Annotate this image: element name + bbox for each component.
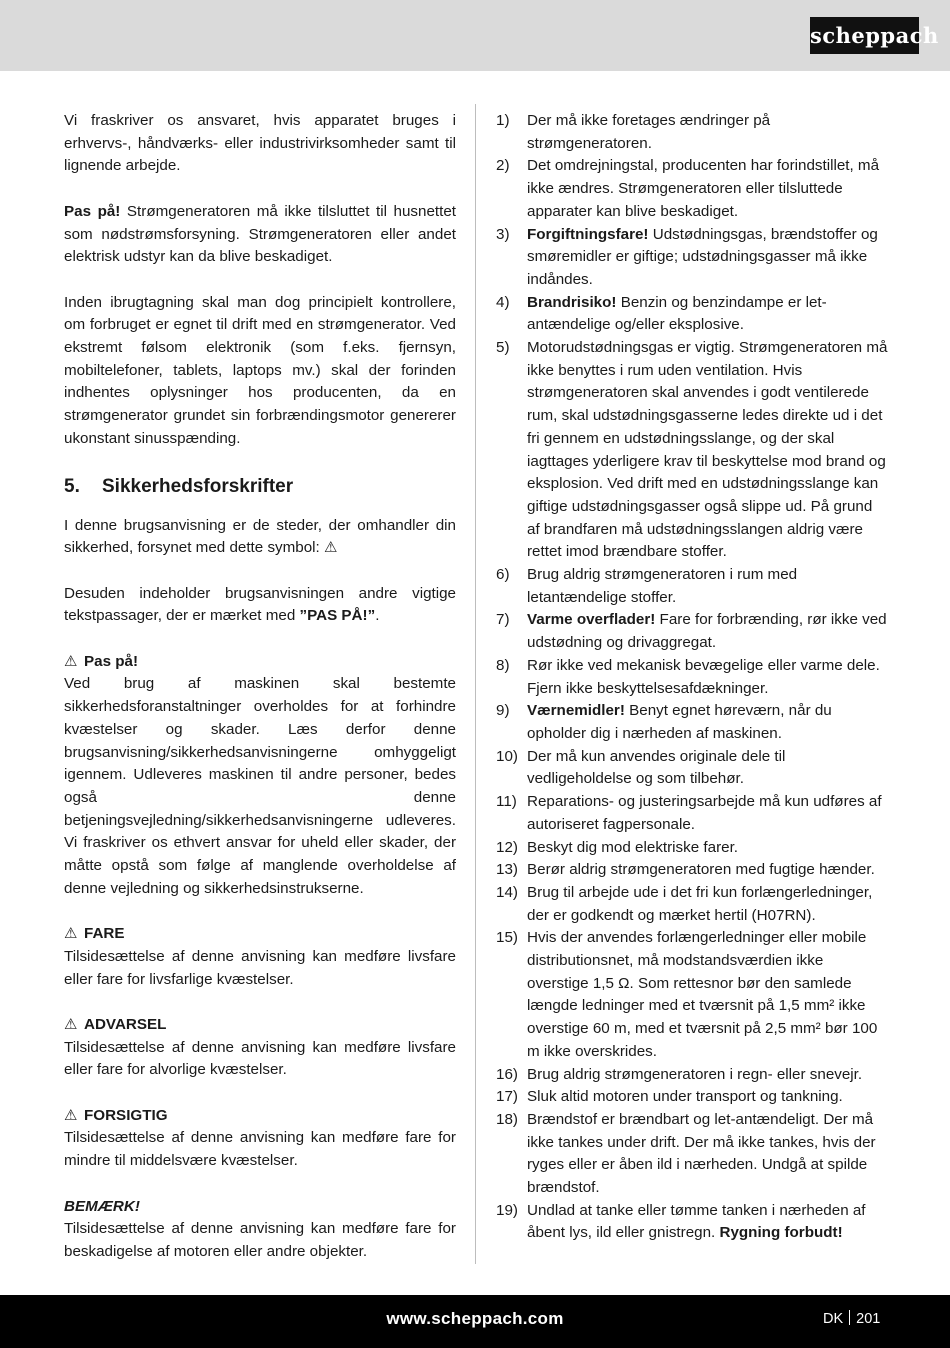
check-consumer-paragraph: Inden ibrugtagning skal man dog principielt kontrollere, om forbruget er egnet til drift med en strømgenerator. Ved ekstremt følsom elektronik (som f.eks. fjernsyn, mobiltelefoner, tablets, laptops mv.) skal der forinden indhentes oplysninger hos producenten, da en strømgenerator grundet sin forbrændingsmotor genererer ukonstant sinusspænding. (64, 293, 456, 447)
list-item-text: Reparations- og justeringsarbejde må kun udføres af autoriseret fagpersonale. (527, 793, 882, 833)
list-item (496, 1086, 888, 1109)
list-item-number: 6) (496, 566, 510, 584)
advarsel-text: Tilsidesættelse af denne anvisning kan medføre livsfare eller fare for alvorlige kvæstelser. (64, 1038, 456, 1079)
list-item-text: Berør aldrig strømgeneratoren med fugtige hænder. (527, 861, 875, 879)
list-item-text: Brændstof er brændbart og let-antændeligt. Der må ikke tankes under drift. Der må ikke tankes, hvis der ryges eller er åben ild i nærheden. Undgå at spilde brændstof. (527, 1110, 876, 1197)
list-item-bold-label: Brandrisiko! (527, 293, 617, 311)
list-item-number: 1) (496, 112, 510, 129)
fare-heading: ⚠ FARE (64, 923, 456, 946)
list-item (496, 1109, 888, 1200)
list-item-text: Beskyt dig mod elektriske farer. (527, 838, 739, 856)
fare-text: Tilsidesættelse af denne anvisning kan medføre livsfare eller fare for livsfarlige kvæstelser. (64, 947, 456, 988)
list-item (496, 110, 888, 155)
list-item-text: Brug aldrig strømgeneratoren i rum med letantændelige stoffer. (527, 566, 798, 606)
list-item (496, 927, 888, 1063)
list-item-number: 4) (496, 293, 510, 311)
list-item-text: Forgiftningsfare! Udstødningsgas, brændstoffer og smøremidler er giftige; udstødningsgasser må ikke indåndes. (527, 225, 878, 288)
list-item (496, 859, 888, 882)
pas-paa-heading: ⚠ Pas på! (64, 651, 456, 674)
list-item-bold-label: Værnemidler! (527, 702, 625, 720)
disclaimer-paragraph: Vi fraskriver os ansvaret, hvis apparatet bruges i erhvervs-, håndværks- eller industrivirksomheder samt til lignende arbejde. (64, 112, 456, 175)
list-item (496, 224, 888, 292)
list-item-number: 15) (496, 929, 518, 947)
list-item-text: Undlad at tanke eller tømme tanken i nærheden af åbent lys, ild eller gnistregn. Rygning forbudt! (527, 1201, 866, 1242)
list-item-bold-end: Rygning forbudt! (719, 1224, 843, 1242)
list-item-text: Værnemidler! Benyt egnet høreværn, når du opholder dig i nærheden af maskinen. (527, 702, 832, 742)
list-item-text: Brandrisiko! Benzin og benzindampe er let-antændelige og/eller eksplosive. (527, 293, 827, 334)
section-number: 5. (64, 475, 80, 497)
footer-bar (0, 1295, 950, 1348)
brand-logo: scheppach (810, 17, 919, 54)
list-item-text: Varme overflader! Fare for forbrænding, rør ikke ved udstødning og drivaggregat. (527, 611, 887, 652)
pas-paa-intro-paragraph: Desuden indeholder brugsanvisningen andre vigtige tekstpassager, der er mærket med ”PAS PÅ!”. (64, 584, 456, 625)
language-code: DK (823, 1311, 844, 1327)
list-item-text: Der må ikke foretages ændringer på strømgeneratoren. (527, 112, 771, 152)
list-item-text: Brug aldrig strømgeneratoren i regn- eller snevejr. (527, 1065, 863, 1083)
safety-rules-list (496, 110, 888, 1245)
list-item-number: 9) (496, 702, 510, 720)
list-item (496, 837, 888, 860)
list-item-text: Hvis der anvendes forlængerledninger eller mobile distributionsnet, må modstandsværdien ikke overstige 1,5 Ω. Som rettesnor bør den samlede længde ledninger med et tværsnit på 1,5 mm² ikke overstige 60 m, med et tværsnit på 2,5 mm² bør 100 m ikke overskrides. (527, 929, 878, 1060)
forsigtig-text: Tilsidesættelse af denne anvisning kan medføre fare for mindre til middelsvære kvæstelser. (64, 1129, 456, 1170)
list-item-bold-label: Varme overflader! (527, 611, 656, 629)
website-url: www.scheppach.com (386, 1309, 564, 1328)
advarsel-heading: ⚠ ADVARSEL (64, 1014, 456, 1037)
caution-text: Strømgeneratoren må ikke tilsluttet til husnettet som nødstrømsforsyning. Strømgeneratoren eller andet elektrisk udstyr kan da blive beskadiget. (64, 202, 457, 266)
pas-paa-text: Ved brug af maskinen skal bestemte sikkerhedsforanstaltninger overholdes for at forhindre kvæstelser og skader. Læs derfor denne brugsanvisning/sikkerhedsanvisningerne omhyggeligt igennem. Udleveres maskinen til andre personer, bedes også denne betjeningsvejledning/sikkerhedsanvisningerne udleveres. Vi fraskriver os ethvert ansvar for uheld eller skader, der måtte opstå som følge af manglende overholdelse af denne vejledning og sikkerhedsinstrukserne. (64, 675, 456, 897)
list-item (496, 337, 888, 564)
page-number: 201 (856, 1311, 881, 1327)
list-item-text: Rør ikke ved mekanisk bevægelige eller varme dele. Fjern ikke beskyttelsesafdækninger. (527, 656, 880, 697)
list-item-text: Motorudstødningsgas er vigtig. Strømgeneratoren må ikke benyttes i rum uden ventilation. Hvis strømgeneratoren skal anvendes i godt ventilerede rum, skal udstødningsgasserne ledes direkte ud i det fri gennem en udstødningsslange, og der skal iagttages yderligere krav til beskyttelse mod brand og eksplosion. Ved drift med en udstødningsslange kan giftige udstødningsgasser også slippe ud. På grund af brandfaren må udstødningsslangen aldrig være rettet imod brændbare stoffer. (527, 339, 888, 561)
section-title: Sikkerhedsforskrifter (102, 475, 294, 497)
page-separator (849, 1310, 850, 1325)
list-item-number: 17) (496, 1088, 518, 1106)
section-heading (64, 475, 456, 499)
list-item-number: 18) (496, 1110, 518, 1128)
symbol-intro-paragraph: I denne brugsanvisning er de steder, der omhandler din sikkerhed, forsynet med dette symbol: ⚠ (64, 516, 456, 557)
caution-label: Pas på! (64, 202, 121, 220)
list-item-number: 12) (496, 838, 518, 856)
warning-triangle-icon: ⚠ (64, 652, 78, 670)
page-indicator (823, 1310, 880, 1327)
list-item (496, 292, 888, 337)
list-item-text: Det omdrejningstal, producenten har forindstillet, må ikke ændres. Strømgeneratoren eller tilsluttede apparater kan blive beskadiget. (527, 157, 880, 220)
list-item (496, 746, 888, 791)
list-item (496, 1200, 888, 1245)
forsigtig-heading: ⚠ FORSIGTIG (64, 1105, 456, 1128)
pas-paa-marker: ”PAS PÅ!” (299, 607, 376, 625)
left-column (64, 110, 456, 1264)
list-item-number: 2) (496, 157, 510, 175)
list-item-number: 3) (496, 225, 510, 243)
right-column (496, 110, 888, 1245)
list-item-text: Brug til arbejde ude i det fri kun forlængerledninger, der er godkendt og mærket hertil (H07RN). (527, 883, 873, 924)
list-item (496, 1064, 888, 1087)
list-item (496, 609, 888, 654)
list-item-number: 14) (496, 883, 518, 901)
warning-triangle-icon: ⚠ (64, 1106, 78, 1124)
bemaerk-heading: BEMÆRK! (64, 1197, 140, 1215)
warning-triangle-icon: ⚠ (64, 925, 78, 943)
list-item (496, 882, 888, 927)
list-item (496, 791, 888, 836)
list-item (496, 155, 888, 223)
list-item-text: Der må kun anvendes originale dele til vedligeholdelse og som tilbehør. (527, 747, 786, 788)
caution-paragraph (64, 201, 456, 269)
list-item-number: 10) (496, 747, 518, 765)
list-item-number: 5) (496, 339, 510, 357)
header-bar (0, 0, 950, 71)
list-item (496, 655, 888, 700)
list-item-number: 13) (496, 861, 518, 879)
list-item (496, 564, 888, 609)
warning-triangle-icon: ⚠ (64, 1015, 78, 1033)
list-item-number: 11) (496, 793, 517, 811)
list-item-number: 16) (496, 1065, 518, 1083)
list-item-number: 7) (496, 611, 510, 629)
list-item (496, 700, 888, 745)
list-item-number: 19) (496, 1201, 518, 1219)
column-divider (475, 104, 476, 1264)
bemaerk-text: Tilsidesættelse af denne anvisning kan medføre fare for beskadigelse af motoren eller andre objekter. (64, 1220, 456, 1260)
list-item-bold-label: Forgiftningsfare! (527, 225, 649, 243)
list-item-text: Sluk altid motoren under transport og tankning. (527, 1088, 843, 1106)
list-item-number: 8) (496, 656, 510, 674)
